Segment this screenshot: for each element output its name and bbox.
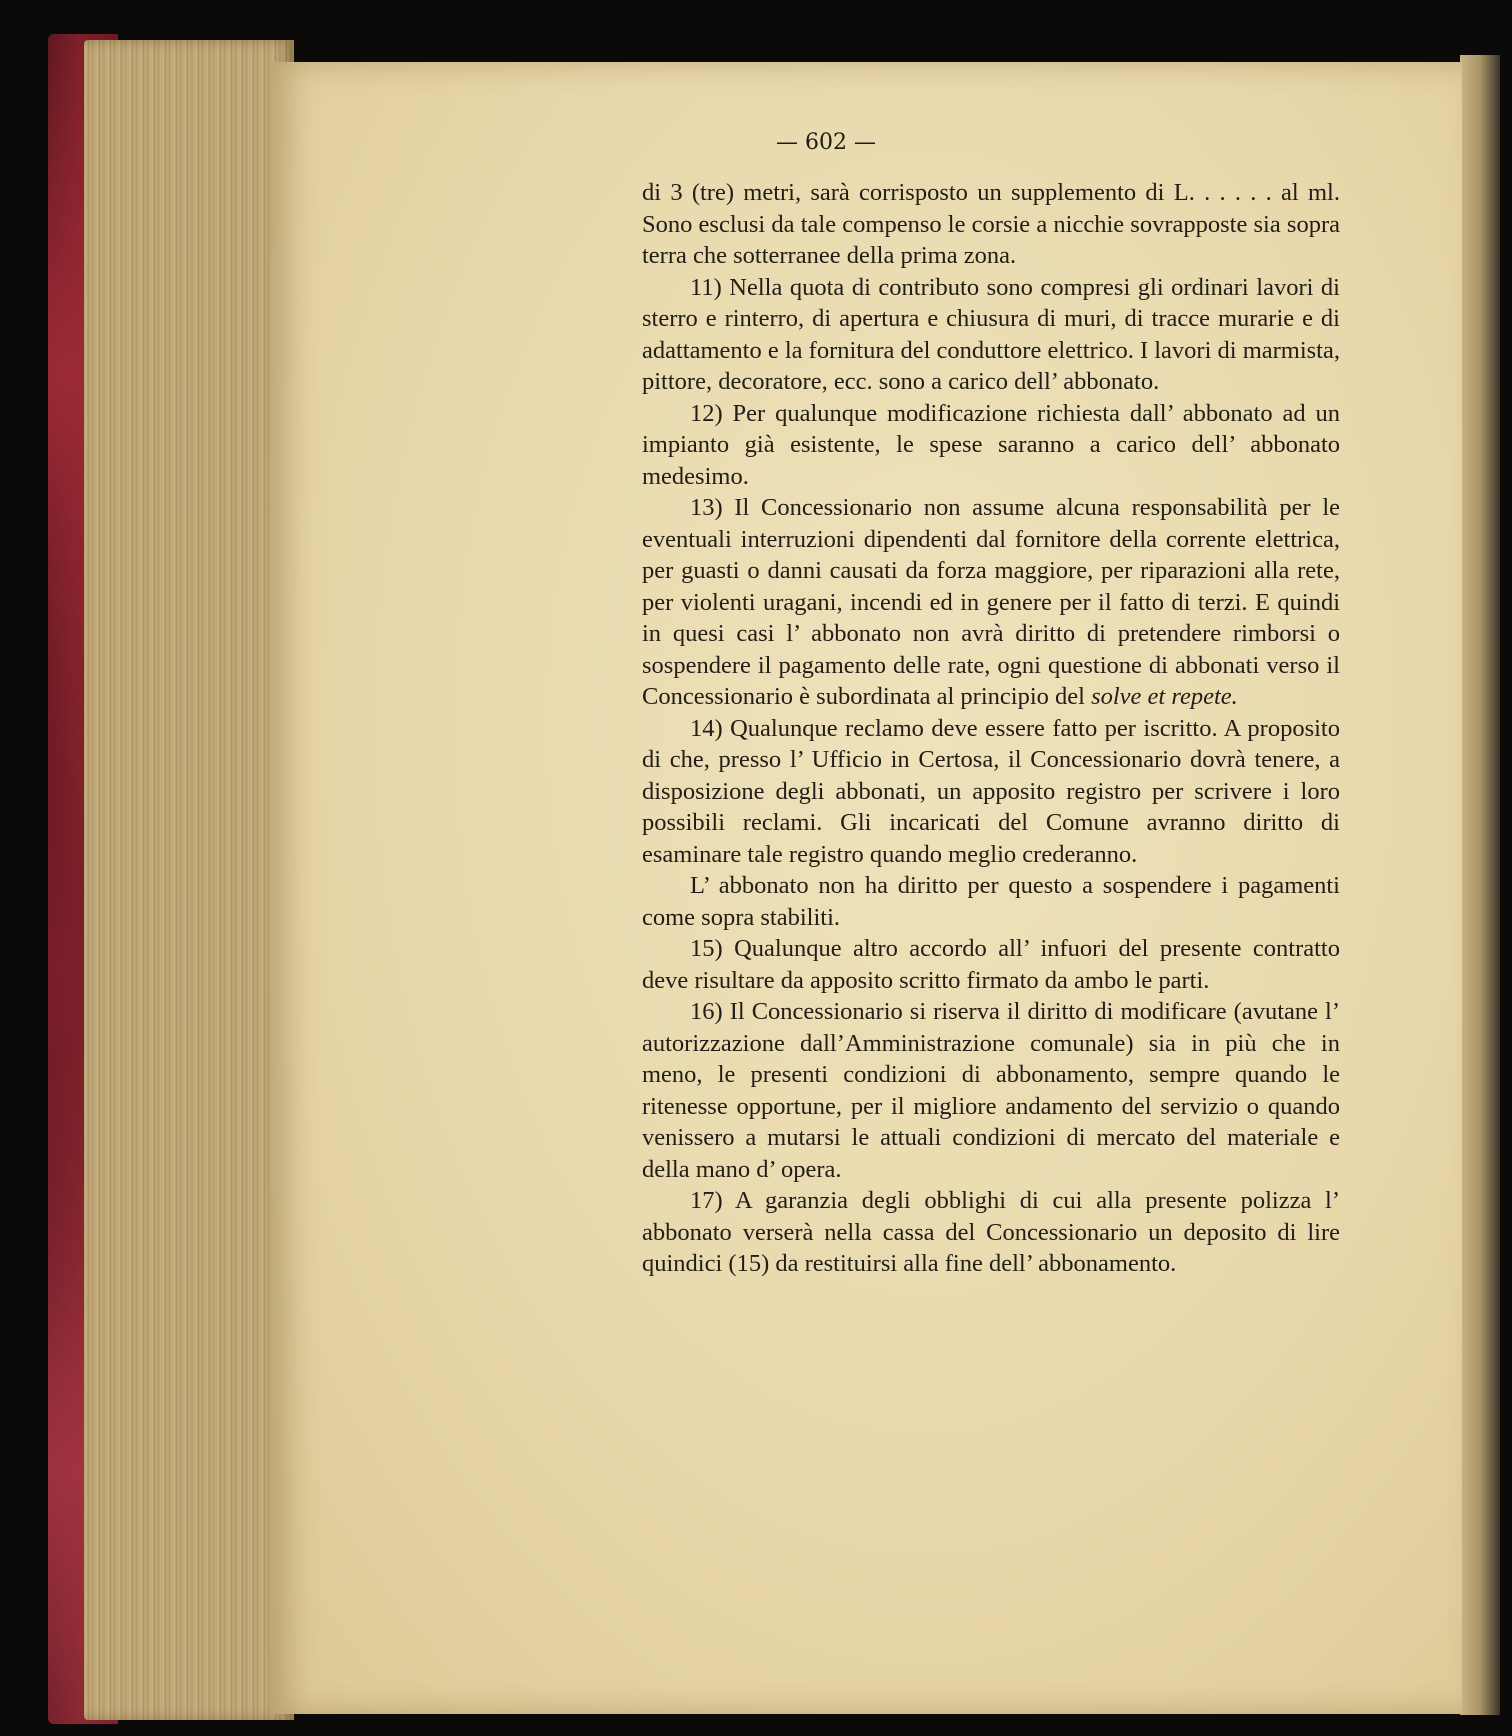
paragraph: 11) Nella quota di contributo sono compresi gli ordinari lavori di sterro e rinterro, di apertura e chiusura di muri, di tracce murarie e di adattamento e la fornitura del conduttore elettrico. I lavori di marmista, pittore, decoratore, ecc. sono a carico dell’ abbonato. (642, 273, 1340, 395)
paragraph: di 3 (tre) metri, sarà corrisposto un supplemento di L. . . . . . al ml. Sono esclusi da tale compenso le corsie a nicchie sovrapposte sia sopra terra che sotterranee della prima zona. (642, 179, 1340, 269)
paragraph: L’ abbonato non ha diritto per questo a sospendere i pagamenti come sopra stabiliti. (642, 872, 1340, 931)
text-column (642, 177, 1340, 1280)
page-edges (84, 40, 294, 1720)
paragraph: 15) Qualunque altro accordo all’ infuori del presente contratto deve risultare da apposito scritto firmato da ambo le parti. (642, 935, 1340, 994)
paragraph: 12) Per qualunque modificazione richiesta dall’ abbonato ad un impianto già esistente, le spese saranno a carico dell’ abbonato medesimo. (642, 399, 1340, 490)
paragraph: 14) Qualunque reclamo deve essere fatto per iscritto. A proposito di che, presso l’ Ufficio in Certosa, il Concessionario dovrà tenere, a disposizione degli abbonati, un apposito registro per scrivere i loro possibili reclami. Gli incaricati del Comune avranno diritto di esaminare tale registro quando meglio crederanno. (642, 714, 1340, 868)
paragraph: 16) Il Concessionario si riserva il diritto di modificare (avutane l’ autorizzazione dall’Amministrazione comunale) sia in più che in meno, le presenti condizioni di abbonamento, sempre quando le ritenesse opportune, per il migliore andamento del servizio o quando venissero a mutarsi le attuali condizioni di mercato del materiale e della mano d’ opera. (642, 998, 1340, 1183)
right-page-edge (1460, 55, 1500, 1715)
paragraph: 17) A garanzia degli obblighi di cui alla presente polizza l’ abbonato verserà nella cassa del Concessionario un deposito di lire quindici (15) da restituirsi alla fine dell’ abbonamento. (642, 1187, 1340, 1277)
italic-phrase: solve et repete. (1091, 683, 1238, 710)
page-number: — 602 — (776, 130, 876, 155)
paragraph (642, 492, 1340, 713)
paragraph-text: 13) Il Concessionario non assume alcuna responsabilità per le eventuali interruzioni dipendenti dal fornitore della corrente elettrica, per guasti o danni causati da forza maggiore, per riparazioni alla rete, per violenti uragani, incendi ed in genere per il fatto di terzi. E quindi in quesi casi l’ abbonato non avrà diritto di pretendere rimborsi o sospendere il pagamento delle rate, ogni questione di abbonati verso il Concessionario è subordinata al principio del (642, 494, 1340, 710)
